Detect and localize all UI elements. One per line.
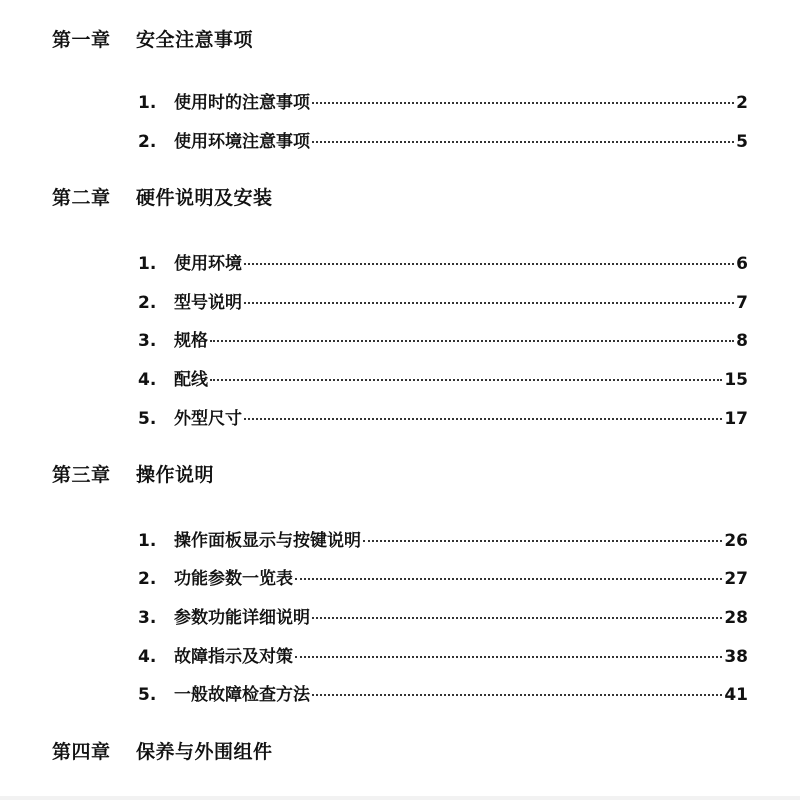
chapter-number: 第二章 (52, 187, 111, 209)
entry-page-number: 26 (724, 531, 748, 551)
dot-leader (244, 302, 734, 304)
entry-page-number: 41 (724, 685, 748, 705)
entry-index: 2. (138, 293, 157, 313)
toc-entry[interactable] (138, 253, 748, 275)
chapter-1-heading (52, 28, 752, 52)
chapter-2-heading (52, 186, 752, 210)
entry-index: 1. (138, 254, 157, 274)
entry-title: 故障指示及对策 (174, 647, 293, 667)
entry-title: 使用环境注意事项 (174, 132, 310, 152)
dot-leader (312, 694, 722, 696)
entry-page-number: 5 (736, 132, 748, 152)
entry-index: 5. (138, 685, 157, 705)
toc-entry[interactable] (138, 530, 748, 552)
entry-title: 外型尺寸 (174, 409, 242, 429)
dot-leader (312, 617, 722, 619)
chapter-title: 操作说明 (136, 464, 215, 486)
entry-page-number: 2 (736, 93, 748, 113)
dot-leader (363, 540, 722, 542)
dot-leader (295, 656, 722, 658)
entry-index: 4. (138, 647, 157, 667)
entry-index: 3. (138, 608, 157, 628)
entry-index: 1. (138, 531, 157, 551)
toc-entry[interactable] (138, 292, 748, 314)
entry-page-number: 17 (724, 409, 748, 429)
entry-page-number: 38 (724, 647, 748, 667)
toc-entry[interactable] (138, 131, 748, 153)
toc-entry[interactable] (138, 646, 748, 668)
entry-title: 操作面板显示与按键说明 (174, 531, 361, 551)
dot-leader (312, 141, 734, 143)
entry-index: 2. (138, 569, 157, 589)
entry-title: 型号说明 (174, 293, 242, 313)
entry-title: 规格 (174, 331, 208, 351)
chapter-title: 硬件说明及安装 (136, 187, 273, 209)
entry-page-number: 8 (736, 331, 748, 351)
chapter-number: 第一章 (52, 29, 111, 51)
dot-leader (244, 263, 734, 265)
chapter-4-heading (52, 740, 752, 764)
entry-page-number: 28 (724, 608, 748, 628)
entry-title: 功能参数一览表 (174, 569, 293, 589)
toc-entry[interactable] (138, 568, 748, 590)
chapter-number: 第三章 (52, 464, 111, 486)
page-bottom-edge (0, 796, 800, 800)
entry-index: 2. (138, 132, 157, 152)
entry-page-number: 7 (736, 293, 748, 313)
entry-title: 一般故障检查方法 (174, 685, 310, 705)
entry-index: 5. (138, 409, 157, 429)
toc-entry[interactable] (138, 330, 748, 352)
dot-leader (312, 102, 734, 104)
chapter-title: 保养与外围组件 (136, 741, 273, 763)
dot-leader (210, 340, 734, 342)
dot-leader (244, 418, 722, 420)
entry-index: 3. (138, 331, 157, 351)
chapter-number: 第四章 (52, 741, 111, 763)
dot-leader (295, 578, 722, 580)
toc-entry[interactable] (138, 684, 748, 706)
dot-leader (210, 379, 722, 381)
entry-title: 使用时的注意事项 (174, 93, 310, 113)
entry-index: 1. (138, 93, 157, 113)
entry-page-number: 15 (724, 370, 748, 390)
entry-page-number: 6 (736, 254, 748, 274)
chapter-title: 安全注意事项 (136, 29, 254, 51)
toc-entry[interactable] (138, 92, 748, 114)
chapter-3-heading (52, 463, 752, 487)
entry-index: 4. (138, 370, 157, 390)
toc-entry[interactable] (138, 607, 748, 629)
entry-page-number: 27 (724, 569, 748, 589)
entry-title: 配线 (174, 370, 208, 390)
toc-entry[interactable] (138, 369, 748, 391)
toc-entry[interactable] (138, 408, 748, 430)
entry-title: 使用环境 (174, 254, 242, 274)
entry-title: 参数功能详细说明 (174, 608, 310, 628)
